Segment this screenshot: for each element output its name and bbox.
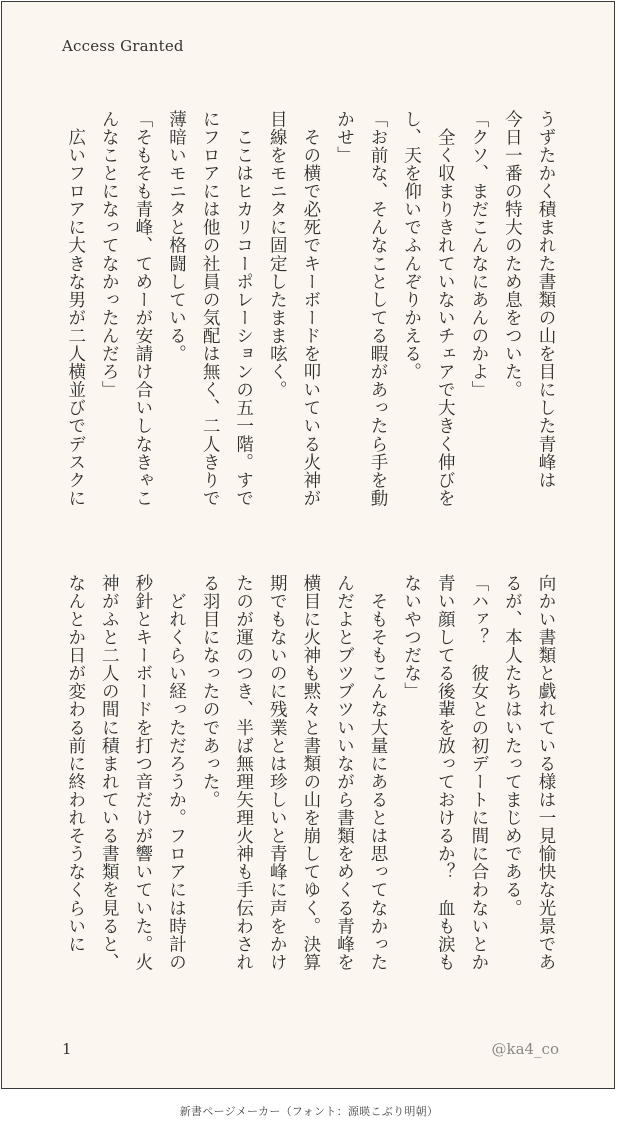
text-column: 「クソ、まだこんなにあんのかよ」 (468, 110, 489, 399)
text-column: かせ」 (334, 110, 355, 165)
text-column: 今日一番の特大のため息をついた。 (502, 110, 523, 399)
text-column: どれくらい経っただろうか。フロアには時計の (166, 574, 187, 972)
manuscript-page (1, 1, 615, 1089)
text-column: ここはヒカリコーポレーションの五一階。すで (233, 110, 254, 508)
text-column: そもそもこんな大量にあるとは思ってなかった (368, 574, 389, 972)
text-column: その横で必死でキーボードを叩いている火神が (300, 110, 321, 508)
text-column: る羽目になったのであった。 (200, 574, 221, 809)
text-column: んだよとブツブツいいながら書類をめくる青峰を (334, 574, 355, 972)
story-title: Access Granted (62, 37, 184, 55)
text-column: 青い顔してる後輩を放っておけるか？ 血も涙も (435, 574, 456, 972)
text-block-top (57, 110, 562, 550)
text-column: 薄暗いモニタと格闘している。 (166, 110, 187, 363)
text-column: 目線をモニタに固定したまま呟く。 (267, 110, 288, 399)
text-column: 神がふと二人の間に積まれている書類を見ると、 (99, 574, 120, 972)
text-column: 「そもそも青峰、てめーが安請け合いしなきゃこ (132, 110, 153, 508)
text-block-bottom (57, 574, 562, 1014)
text-column: 向かい書類と戯れている様は一見愉快な光景であ (536, 574, 556, 972)
text-column: なんとか日が変わる前に終われそうなくらいに (65, 574, 86, 954)
text-column: 「お前な、そんなことしてる暇があったら手を動 (368, 110, 389, 508)
page-number: 1 (62, 1040, 72, 1058)
text-column: んなことになってなかったんだろ」 (99, 110, 120, 399)
text-column: 「ハァ？ 彼女との初デートに間に合わないとか (468, 574, 489, 972)
text-column: 横目に火神も黙々と書類の山を崩してゆく。決算 (300, 574, 321, 972)
text-column: 期でもないのに残業とは珍しいと青峰に声をかけ (267, 574, 288, 972)
text-column: にフロアには他の社員の気配は無く、二人きりで (200, 110, 221, 508)
text-column: るが、本人たちはいたってまじめである。 (502, 574, 523, 917)
text-column: たのが運のつき、半ば無理矢理火神も手伝わされ (233, 574, 254, 972)
text-column: し、天を仰いでふんぞりかえる。 (401, 110, 422, 381)
text-column: 広いフロアに大きな男が二人横並びでデスクに (65, 110, 86, 508)
footer-caption: 新書ページメーカー（フォント：源暎こぶり明朝） (179, 1105, 439, 1118)
text-column: 秒針とキーボードを打つ音だけが響いていた。火 (132, 574, 153, 972)
author-handle: @ka4_co (491, 1040, 559, 1058)
text-column: うずたかく積まれた書類の山を目にした青峰は (536, 110, 556, 490)
text-column: ないやつだな」 (401, 574, 422, 701)
text-column: 全く収まりきれていないチェアで大きく伸びを (435, 110, 456, 508)
